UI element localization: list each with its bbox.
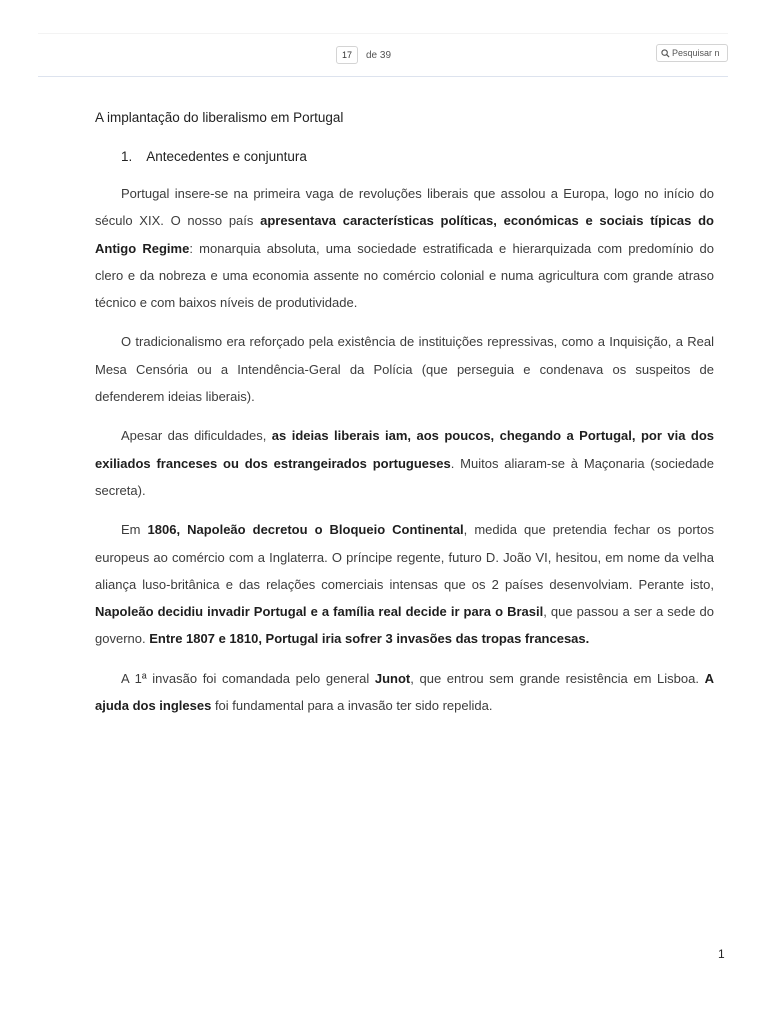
text-run: : monarquia absoluta, uma sociedade estratificada e hierarquizada com predomínio do clero e da nobreza e uma economia assente no comércio colonial e numa agricultura com grande atraso técnico e com baixos níveis de produtividade. xyxy=(95,240,714,311)
document-title: A implantação do liberalismo em Portugal xyxy=(95,110,344,125)
paragraph xyxy=(95,665,714,720)
bold-text: 1806, Napoleão decretou o Bloqueio Continental xyxy=(147,522,464,538)
bold-text: Napoleão decidiu invadir Portugal e a família real decide ir para o Brasil xyxy=(95,604,544,620)
paragraph xyxy=(95,516,714,652)
text-run: . Muitos aliaram-se à Maçonaria (sociedade secreta). xyxy=(95,455,714,498)
text-run: Apesar das dificuldades, xyxy=(121,428,272,444)
bold-text: Entre 1807 e 1810, Portugal iria sofrer 3 invasões das tropas francesas. xyxy=(149,631,590,647)
text-run: Em xyxy=(121,522,148,538)
search-input[interactable] xyxy=(670,48,728,58)
page-total-label: de 39 xyxy=(366,49,392,61)
text-run: , que passou a ser a sede do governo. xyxy=(95,604,714,647)
bold-text: Junot xyxy=(374,670,411,686)
viewer-toolbar xyxy=(38,34,728,77)
paragraph xyxy=(95,422,714,504)
text-run: , que entrou sem grande resistência em Lisboa. xyxy=(410,670,705,686)
section-title: Antecedentes e conjuntura xyxy=(146,149,307,164)
page-number: 1 xyxy=(718,947,725,961)
section-number: 1. xyxy=(121,149,133,164)
text-run: A 1ª invasão foi comandada pelo general xyxy=(121,670,375,686)
text-run: , medida que pretendia fechar os portos europeus ao comércio com a Inglaterra. O príncipe regente, futuro D. João VI, hesitou, em nome da velha aliança luso-britânica e das relações comerciais intensas que os 2 países desenvolviam. Perante isto, xyxy=(95,522,714,592)
bold-text: A ajuda dos ingleses xyxy=(95,670,714,714)
search-box[interactable] xyxy=(656,44,728,62)
search-icon xyxy=(661,49,670,58)
paragraph xyxy=(95,180,714,316)
paragraph xyxy=(95,328,714,410)
text-run: foi fundamental para a invasão ter sido repelida. xyxy=(211,698,493,714)
page-number-input[interactable] xyxy=(336,46,358,64)
document-page xyxy=(95,108,714,719)
text-run: Portugal insere-se na primeira vaga de revoluções liberais que assolou a Europa, logo no início do século XIX. O nosso país xyxy=(95,186,714,229)
page-navigation xyxy=(336,46,391,64)
text-run: O tradicionalismo era reforçado pela existência de instituições repressivas, como a Inquisição, a Real Mesa Censória ou a Intendência-Geral da Polícia (que perseguia e condenava os suspeitos de defenderem ideias liberais). xyxy=(95,334,714,405)
section-heading xyxy=(121,147,714,167)
bold-text: apresentava características políticas, económicas e sociais típicas do Antigo Regime xyxy=(95,213,714,256)
bold-text: as ideias liberais iam, aos poucos, chegando a Portugal, por via dos exiliados franceses ou dos estrangeirados portugueses xyxy=(95,428,714,471)
